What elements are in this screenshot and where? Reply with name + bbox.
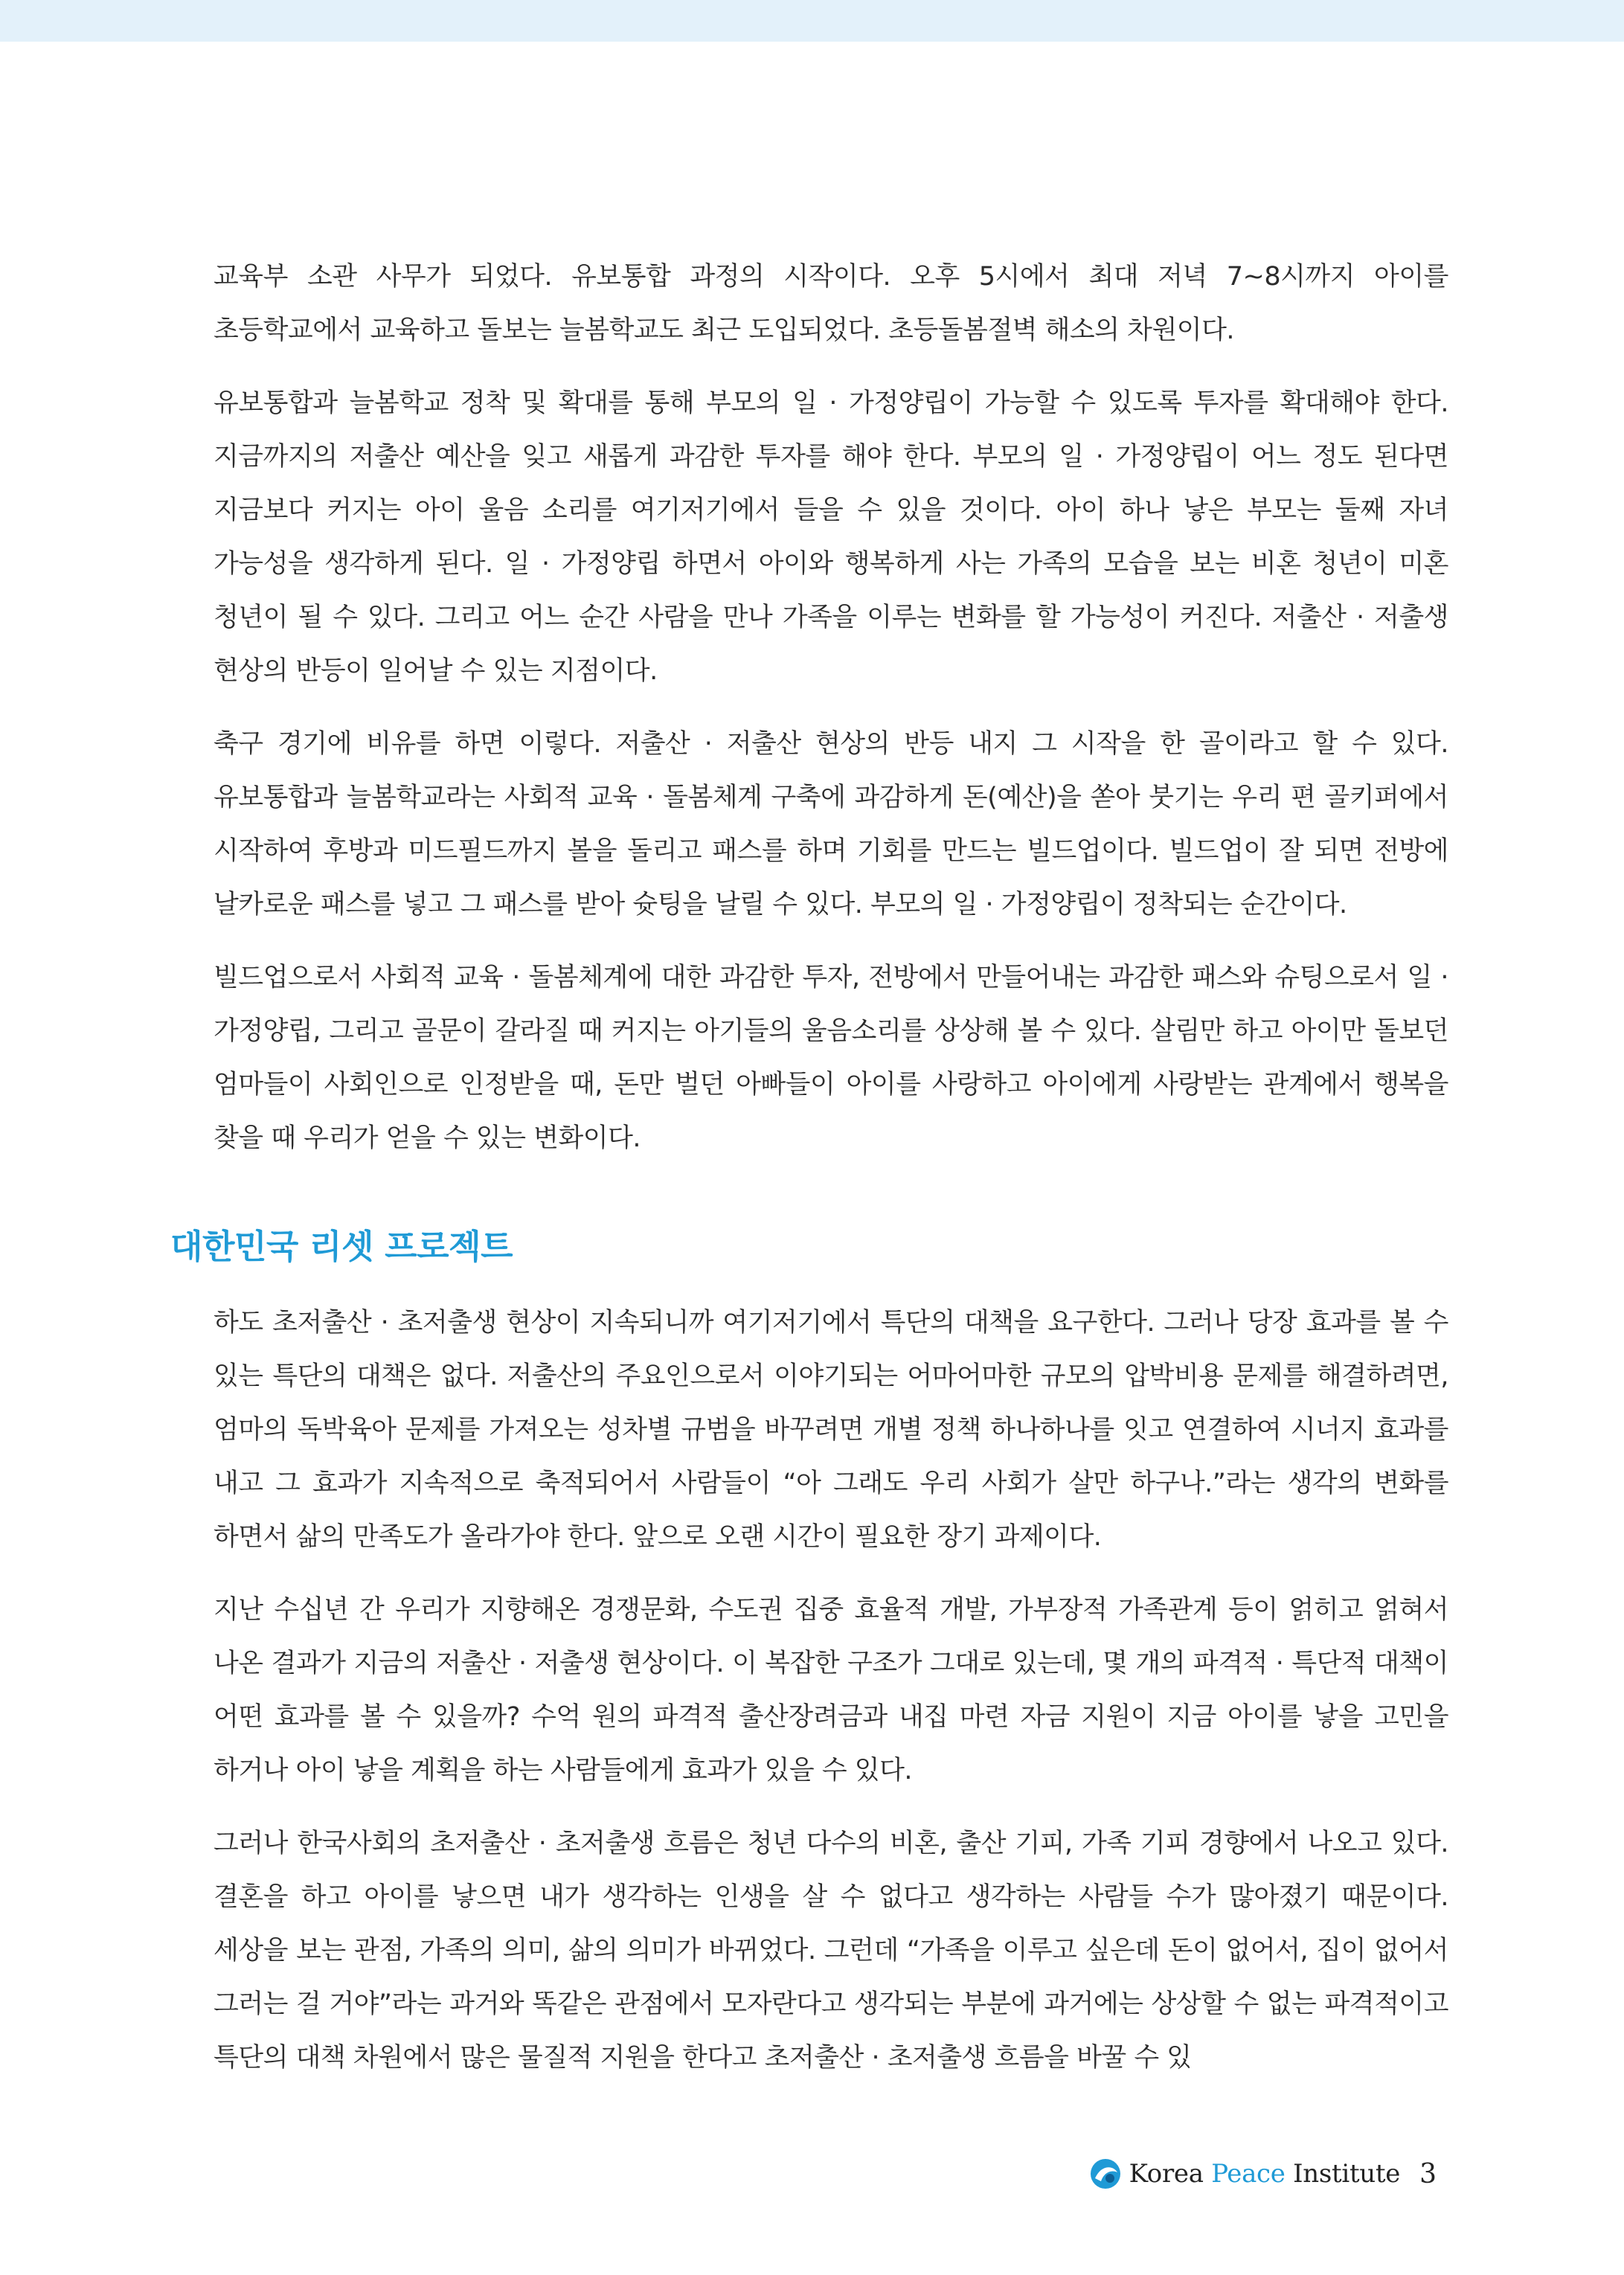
document-body (170, 250, 1449, 2104)
institute-name-suffix: Institute (1285, 2159, 1401, 2189)
body-paragraph: 하도 초저출산 · 초저출생 현상이 지속되니까 여기저기에서 특단의 대책을 요구한다. 그러나 당장 효과를 볼 수 있는 특단의 대책은 없다. 저출산의 주요인으로서 이야기되는 어마어마한 규모의 압박비용 문제를 해결하려면, 엄마의 독박육아 문제를 가져오는 성차별 규범을 바꾸려면 개별 정책 하나하나를 잇고 연결하여 시너지 효과를 내고 그 효과가 지속적으로 축적되어서 사람들이 “아 그래도 우리 사회가 살만 하구나.”라는 생각의 변화를 하면서 삶의 만족도가 올라가야 한다. 앞으로 오랜 시간이 필요한 장기 과제이다. (214, 1308, 1448, 1552)
body-paragraph: 유보통합과 늘봄학교 정착 및 확대를 통해 부모의 일 · 가정양립이 가능할 수 있도록 투자를 확대해야 한다. 지금까지의 저출산 예산을 잊고 새롭게 과감한 투자를 해야 한다. 부모의 일 · 가정양립이 어느 정도 된다면 지금보다 커지는 아이 울음 소리를 여기저기에서 들을 수 있을 것이다. 아이 하나 낳은 부모는 둘째 자녀 가능성을 생각하게 된다. 일 · 가정양립 하면서 아이와 행복하게 사는 가족의 모습을 보는 비혼 청년이 미혼 청년이 될 수 있다. 그리고 어느 순간 사람을 만나 가족을 이루는 변화를 할 가능성이 커진다. 저출산 · 저출생 현상의 반등이 일어날 수 있는 지점이다. (214, 388, 1448, 686)
page-footer (1088, 2152, 1437, 2196)
korea-peace-institute-logo-icon (1088, 2156, 1123, 2192)
page-number: 3 (1419, 2158, 1437, 2189)
institute-logo (1088, 2156, 1400, 2192)
institute-name (1129, 2159, 1400, 2189)
body-paragraph: 축구 경기에 비유를 하면 이렇다. 저출산 · 저출산 현상의 반등 내지 그 시작을 한 골이라고 할 수 있다. 유보통합과 늘봄학교라는 사회적 교육 · 돌봄체계 구축에 과감하게 돈(예산)을 쏟아 붓기는 우리 편 골키퍼에서 시작하여 후방과 미드필드까지 볼을 돌리고 패스를 하며 기회를 만드는 빌드업이다. 빌드업이 잘 되면 전방에 날카로운 패스를 넣고 그 패스를 받아 슛팅을 날릴 수 있다. 부모의 일 · 가정양립이 정착되는 순간이다. (214, 729, 1448, 920)
institute-name-prefix: Korea (1129, 2159, 1212, 2189)
top-decorative-band (0, 0, 1624, 42)
body-paragraph: 교육부 소관 사무가 되었다. 유보통합 과정의 시작이다. 오후 5시에서 최대 저녁 7~8시까지 아이를 초등학교에서 교육하고 돌보는 늘봄학교도 최근 도입되었다. 초등돌봄절벽 해소의 차원이다. (214, 262, 1448, 345)
body-paragraph: 지난 수십년 간 우리가 지향해온 경쟁문화, 수도권 집중 효율적 개발, 가부장적 가족관계 등이 얽히고 얽혀서 나온 결과가 지금의 저출산 · 저출생 현상이다. 이 복잡한 구조가 그대로 있는데, 몇 개의 파격적 · 특단적 대책이 어떤 효과를 볼 수 있을까? 수억 원의 파격적 출산장려금과 내집 마련 자금 지원이 지금 아이를 낳을 고민을 하거나 아이 낳을 계획을 하는 사람들에게 효과가 있을 수 있다. (214, 1595, 1448, 1785)
institute-name-accent: Peace (1211, 2159, 1286, 2189)
body-paragraph: 그러나 한국사회의 초저출산 · 초저출생 흐름은 청년 다수의 비혼, 출산 기피, 가족 기피 경향에서 나오고 있다. 결혼을 하고 아이를 낳으면 내가 생각하는 인생을 살 수 없다고 생각하는 사람들 수가 많아졌기 때문이다. 세상을 보는 관점, 가족의 의미, 삶의 의미가 바뀌었다. 그런데 “가족을 이루고 싶은데 돈이 없어서, 집이 없어서 그러는 걸 거야”라는 과거와 똑같은 관점에서 모자란다고 생각되는 부분에 과거에는 상상할 수 없는 파격적이고 특단의 대책 차원에서 많은 물질적 지원을 한다고 초저출산 · 초저출생 흐름을 바꿀 수 있 (214, 1829, 1449, 2073)
section-heading: 대한민국 리셋 프로젝트 (170, 1227, 513, 1266)
body-paragraph: 빌드업으로서 사회적 교육 · 돌봄체계에 대한 과감한 투자, 전방에서 만들어내는 과감한 패스와 슈팅으로서 일 · 가정양립, 그리고 골문이 갈라질 때 커지는 아기들의 울음소리를 상상해 볼 수 있다. 살림만 하고 아이만 돌보던 엄마들이 사회인으로 인정받을 때, 돈만 벌던 아빠들이 아이를 사랑하고 아이에게 사랑받는 관계에서 행복을 찾을 때 우리가 얻을 수 있는 변화이다. (214, 963, 1448, 1153)
